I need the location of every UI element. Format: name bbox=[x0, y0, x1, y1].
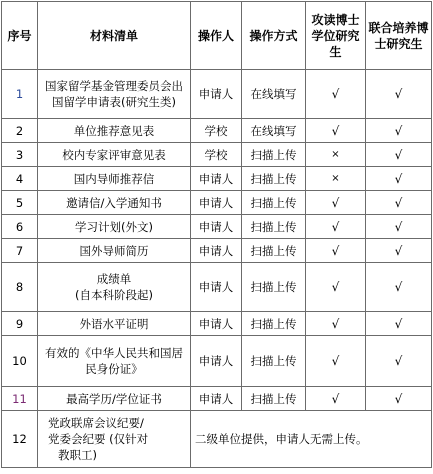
method-cell: 扫描上传 bbox=[242, 143, 306, 167]
operator-cell: 申请人 bbox=[191, 239, 242, 263]
doctor-mark: √ bbox=[306, 191, 366, 215]
header-joint-line1: 联合培养博 bbox=[368, 20, 429, 35]
joint-mark: √ bbox=[366, 263, 432, 312]
doctor-mark: √ bbox=[306, 119, 366, 143]
doctor-mark: √ bbox=[306, 312, 366, 336]
note-cell: 二级单位提供，申请人无需上传。 bbox=[191, 411, 432, 468]
table-row bbox=[2, 70, 432, 119]
table-row bbox=[2, 239, 432, 263]
joint-mark: √ bbox=[366, 191, 432, 215]
doctor-mark: × bbox=[306, 143, 366, 167]
method-cell: 扫描上传 bbox=[242, 239, 306, 263]
joint-mark: √ bbox=[366, 167, 432, 191]
header-method: 操作方式 bbox=[242, 2, 306, 70]
method-cell: 扫描上传 bbox=[242, 191, 306, 215]
operator-cell: 申请人 bbox=[191, 191, 242, 215]
table-row bbox=[2, 143, 432, 167]
method-cell: 扫描上传 bbox=[242, 167, 306, 191]
method-cell: 在线填写 bbox=[242, 70, 306, 119]
table-row bbox=[2, 312, 432, 336]
joint-mark: √ bbox=[366, 336, 432, 387]
row-number: 2 bbox=[2, 119, 38, 143]
table-row bbox=[2, 191, 432, 215]
doctor-mark: √ bbox=[306, 215, 366, 239]
table-row bbox=[2, 336, 432, 387]
doctor-mark: √ bbox=[306, 239, 366, 263]
operator-cell: 申请人 bbox=[191, 312, 242, 336]
operator-cell: 申请人 bbox=[191, 263, 242, 312]
row-number: 9 bbox=[2, 312, 38, 336]
material-line: 国留学申请表(研究生类) bbox=[52, 95, 176, 109]
row-number: 4 bbox=[2, 167, 38, 191]
material-line: 有效的《中华人民共和国居 bbox=[45, 346, 183, 360]
row-number: 7 bbox=[2, 239, 38, 263]
joint-mark: √ bbox=[366, 387, 432, 411]
method-cell: 扫描上传 bbox=[242, 215, 306, 239]
row-number: 3 bbox=[2, 143, 38, 167]
material-cell: 邀请信/入学通知书 bbox=[38, 191, 191, 215]
operator-cell: 申请人 bbox=[191, 215, 242, 239]
header-doctor-line2: 学位研究 bbox=[311, 28, 360, 43]
row-number: 6 bbox=[2, 215, 38, 239]
material-line: 成绩单 bbox=[96, 272, 132, 286]
row-number: 8 bbox=[2, 263, 38, 312]
joint-mark: √ bbox=[366, 239, 432, 263]
material-cell bbox=[38, 336, 191, 387]
material-line: 党委会纪要 (仅针对 bbox=[48, 432, 149, 446]
doctor-mark: √ bbox=[306, 387, 366, 411]
material-cell: 国外导师简历 bbox=[38, 239, 191, 263]
joint-mark: √ bbox=[366, 70, 432, 119]
row-number: 11 bbox=[2, 387, 38, 411]
row-number: 5 bbox=[2, 191, 38, 215]
material-cell bbox=[38, 263, 191, 312]
table-row bbox=[2, 167, 432, 191]
operator-cell: 学校 bbox=[191, 143, 242, 167]
operator-cell: 申请人 bbox=[191, 336, 242, 387]
method-cell: 扫描上传 bbox=[242, 263, 306, 312]
joint-mark: √ bbox=[366, 143, 432, 167]
material-cell: 国内导师推荐信 bbox=[38, 167, 191, 191]
material-line: 国家留学基金管理委员会出 bbox=[45, 79, 183, 93]
materials-table bbox=[1, 1, 432, 468]
material-cell bbox=[38, 70, 191, 119]
material-line: 党政联席会议纪要/ bbox=[48, 416, 144, 430]
material-line: 教职工) bbox=[58, 448, 97, 462]
doctor-mark: √ bbox=[306, 70, 366, 119]
doctor-mark: √ bbox=[306, 263, 366, 312]
material-cell: 校内专家评审意见表 bbox=[38, 143, 191, 167]
row-number: 10 bbox=[2, 336, 38, 387]
material-cell: 单位推荐意见表 bbox=[38, 119, 191, 143]
material-line: 民身份证》 bbox=[85, 362, 143, 376]
header-joint-line2: 士研究生 bbox=[374, 36, 423, 51]
operator-cell: 申请人 bbox=[191, 167, 242, 191]
header-doctor bbox=[306, 2, 366, 70]
joint-mark: √ bbox=[366, 312, 432, 336]
header-doctor-line3: 生 bbox=[329, 44, 342, 59]
method-cell: 扫描上传 bbox=[242, 312, 306, 336]
operator-cell: 学校 bbox=[191, 119, 242, 143]
table-row bbox=[2, 215, 432, 239]
material-cell: 最高学历/学位证书 bbox=[38, 387, 191, 411]
material-cell: 外语水平证明 bbox=[38, 312, 191, 336]
header-no: 序号 bbox=[2, 2, 38, 70]
doctor-mark: × bbox=[306, 167, 366, 191]
header-operator: 操作人 bbox=[191, 2, 242, 70]
table-row bbox=[2, 263, 432, 312]
method-cell: 扫描上传 bbox=[242, 387, 306, 411]
joint-mark: √ bbox=[366, 215, 432, 239]
table-row bbox=[2, 119, 432, 143]
row-number: 1 bbox=[2, 70, 38, 119]
table-row bbox=[2, 387, 432, 411]
header-row bbox=[2, 2, 432, 70]
doctor-mark: √ bbox=[306, 336, 366, 387]
joint-mark: √ bbox=[366, 119, 432, 143]
table-row bbox=[2, 411, 432, 468]
material-line: (自本科阶段起) bbox=[75, 288, 153, 302]
operator-cell: 申请人 bbox=[191, 387, 242, 411]
material-cell: 学习计划(外文) bbox=[38, 215, 191, 239]
material-cell bbox=[38, 411, 191, 468]
method-cell: 在线填写 bbox=[242, 119, 306, 143]
row-number: 12 bbox=[2, 411, 38, 468]
header-doctor-line1: 攻读博士 bbox=[311, 12, 360, 27]
operator-cell: 申请人 bbox=[191, 70, 242, 119]
header-joint bbox=[366, 2, 432, 70]
header-material: 材料清单 bbox=[38, 2, 191, 70]
method-cell: 扫描上传 bbox=[242, 336, 306, 387]
